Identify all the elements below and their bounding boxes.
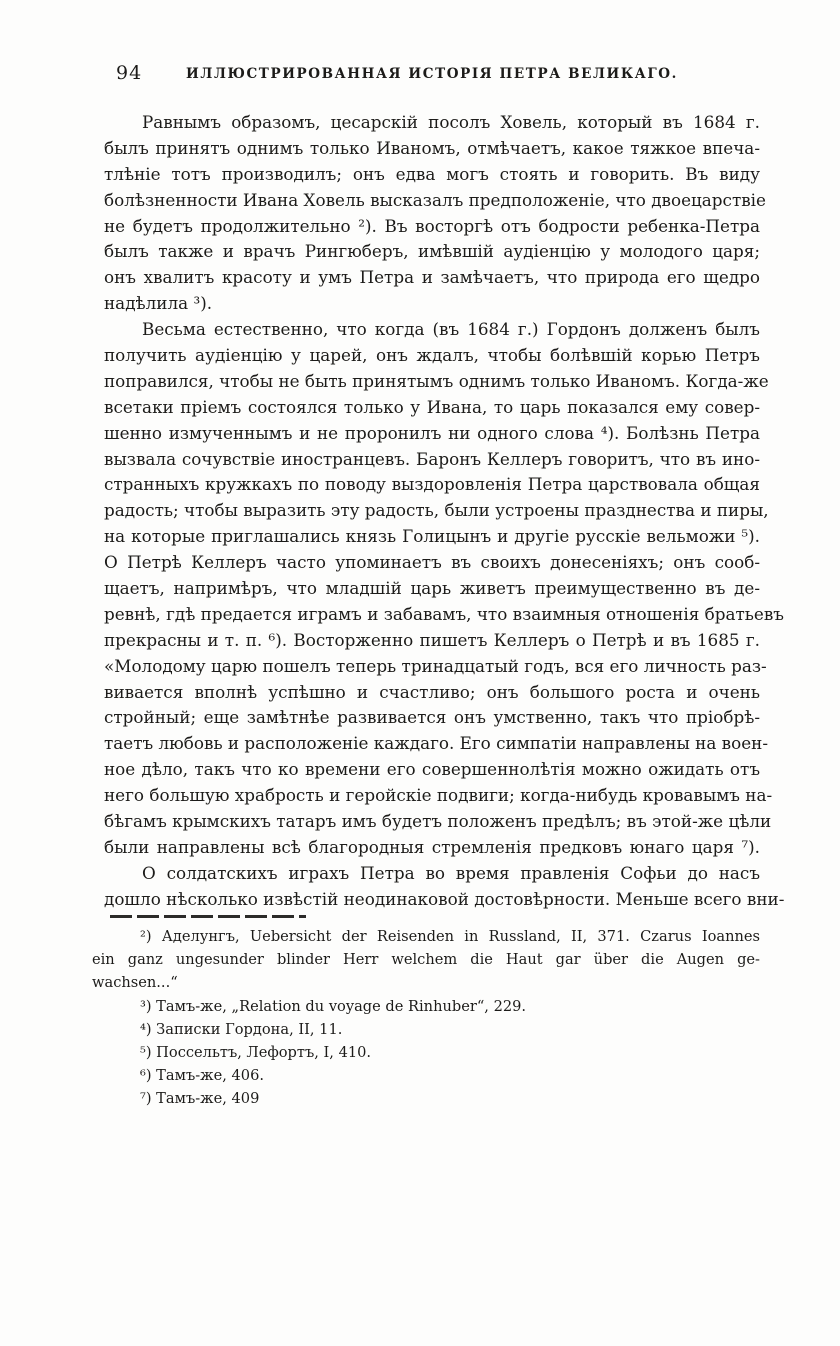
body-line: О Петрѣ Келлеръ часто упоминаетъ въ своихъ донесеніяхъ; онъ сооб- (104, 552, 760, 573)
body-line: шенно измученнымъ и не проронилъ ни одного слова ⁴). Болѣзнь Петра (104, 422, 760, 443)
footnotes (92, 925, 760, 1111)
body-line: него большую храбрость и геройскіе подвиги; когда-нибудь кровавымъ на- (104, 785, 773, 806)
body-line: радость; чтобы выразить эту радость, были устроены празднества и пиры, (104, 500, 769, 521)
running-header-title: ИЛЛЮСТРИРОВАННАЯ ИСТОРІЯ ПЕТРА ВЕЛИКАГО. (186, 66, 678, 82)
body-line: былъ принятъ однимъ только Иваномъ, отмѣчаетъ, какое тяжкое впеча- (104, 137, 760, 158)
body-line: Равнымъ образомъ, цесарскій посолъ Ховель, который въ 1684 г. (142, 112, 760, 132)
footnote-line: ⁶) Тамъ-же, 406. (140, 1067, 265, 1085)
body-line: были направлены всѣ благородныя стремленія предковъ юнаго царя ⁷). (104, 836, 760, 857)
body-line: болѣзненности Ивана Ховель высказалъ предположеніе, что двоецарствіе (104, 189, 766, 210)
footnote-separator (110, 915, 306, 918)
footnote-line: ³) Тамъ-же, „Relation du voyage de Rinhuber“, 229. (140, 997, 527, 1015)
body-line: ревнѣ, гдѣ предается играмъ и забавамъ, что взаимныя отношенія братьевъ (104, 603, 784, 624)
body-line: бѣгамъ крымскихъ татаръ имъ будетъ положенъ предѣлъ; въ этой-же цѣли (104, 811, 772, 832)
body-line: дошло нѣсколько извѣстій неодинаковой достовѣрности. Меньше всего вни- (104, 888, 785, 909)
footnote-line: ⁵) Поссельтъ, Лефортъ, I, 410. (140, 1043, 372, 1061)
footnote-line: ein ganz ungesunder blinder Herr welchem die Haut gar über die Augen ge- (92, 951, 760, 969)
body-line: получить аудіенцію у царей, онъ ждалъ, чтобы болѣвшій корью Петръ (104, 345, 760, 366)
body-line: тлѣніе тотъ производилъ; онъ едва могъ стоять и говорить. Въ виду (104, 163, 760, 184)
footnote-line: ⁷) Тамъ-же, 409 (140, 1090, 260, 1108)
body-line: Весьма естественно, что когда (въ 1684 г.) Гордонъ долженъ былъ (142, 319, 760, 340)
body-line: прекрасны и т. п. ⁶). Восторженно пишетъ Келлеръ о Петрѣ и въ 1685 г. (104, 629, 760, 650)
body-line: таетъ любовь и расположеніе каждаго. Его симпатіи направлены на воен- (104, 733, 769, 754)
body-line: онъ хвалитъ красоту и умъ Петра и замѣчаетъ, что природа его щедро (104, 267, 760, 288)
footnote-line: ²) Аделунгъ, Uebersicht der Reisenden in Russland, II, 371. Czarus Ioannes (140, 928, 760, 945)
body-line: странныхъ кружкахъ по поводу выздоровленія Петра царствовала общая (104, 474, 760, 495)
body-line: вызвала сочувствіе иностранцевъ. Баронъ Келлеръ говоритъ, что въ ино- (104, 448, 760, 469)
body-line: не будетъ продолжительно ²). Въ восторгѣ отъ бодрости ребенка-Петра (104, 215, 760, 236)
body-line: поправился, чтобы не быть принятымъ однимъ только Иваномъ. Когда-же (104, 370, 769, 391)
body-line: О солдатскихъ играхъ Петра во время правленія Софьи до насъ (142, 862, 760, 883)
body-line: «Молодому царю пошелъ теперь тринадцатый годъ, вся его личность раз- (104, 655, 767, 676)
body-line: ное дѣло, такъ что ко времени его совершеннолѣтія можно ожидать отъ (104, 759, 760, 780)
body-line: былъ также и врачъ Рингюберъ, имѣвшій аудіенцію у молодого царя; (104, 241, 760, 262)
body-line: на которые приглашались князь Голицынъ и другіе русскіе вельможи ⁵). (104, 526, 760, 547)
body-line: надѣлила ³). (104, 293, 213, 314)
body-text (104, 110, 785, 913)
page-number: 94 (116, 62, 143, 84)
footnote-line: ⁴) Записки Гордона, II, 11. (140, 1020, 343, 1038)
footnote-line: wachsen...“ (92, 974, 178, 992)
body-line: щаетъ, напримѣръ, что младшій царь живетъ преимущественно въ де- (104, 578, 760, 599)
body-line: вивается вполнѣ успѣшно и счастливо; онъ большого роста и очень (104, 681, 760, 702)
body-line: стройный; еще замѣтнѣе развивается онъ умственно, такъ что пріобрѣ- (104, 707, 760, 728)
body-line: всетаки пріемъ состоялся только у Ивана, то царь показался ему совер- (104, 396, 760, 417)
running-header (104, 62, 760, 88)
